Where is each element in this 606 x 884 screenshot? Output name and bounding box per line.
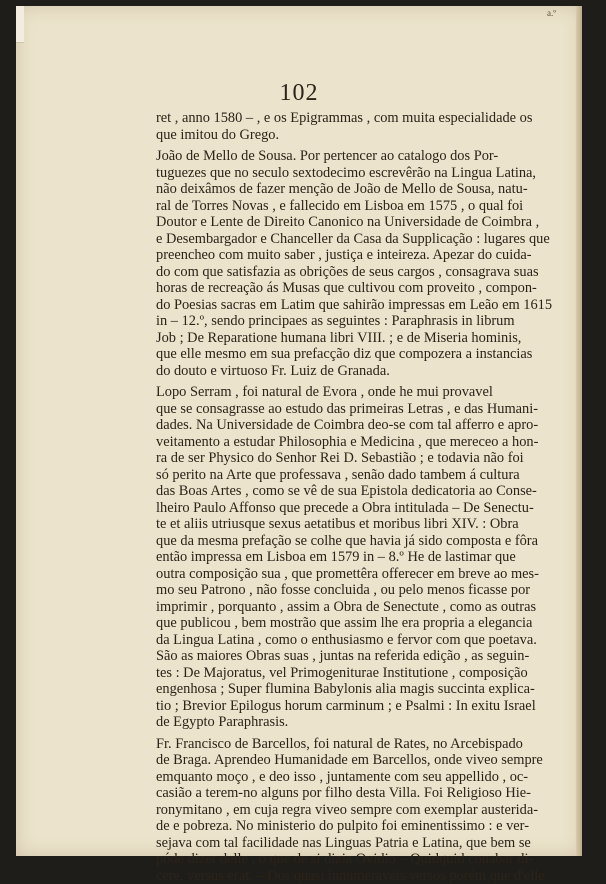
- text-line: que publicou , bem mostrão que assim lhe era propria a elegancia: [156, 615, 576, 632]
- text-line: só perito na Arte que professava , senão dado tambem á cultura: [156, 467, 576, 484]
- text-line: do douto e virtuoso Fr. Luiz de Granada.: [156, 363, 576, 380]
- text-line: Fr. Francisco de Barcellos, foi natural de Rates, no Arcebispado: [156, 736, 576, 753]
- text-line: engenhosa ; Super flumina Babylonis alia magis succinta explica-: [156, 681, 576, 698]
- text-line: casião a terem-no alguns por filho desta Villa. Foi Religioso Hie-: [156, 785, 576, 802]
- text-line: tuguezes que no seculo sextodecimo escrevêrão na Lingua Latina,: [156, 165, 576, 182]
- text-line: de Braga. Aprendeo Humanidade em Barcellos, onde viveo sempre: [156, 752, 576, 769]
- text-line: ral de Torres Novas , e fallecido em Lisboa em 1575 , o qual foi: [156, 198, 576, 215]
- text-line: do Poesias sacras em Latim que sahirão impressas em Leão em 1615: [156, 297, 576, 314]
- text-line: São as maiores Obras suas , juntas na referida edição , as seguin-: [156, 648, 576, 665]
- text-line: que elle mesmo em sua prefacção diz que compozera a instancias: [156, 346, 576, 363]
- text-line: então impressa em Lisboa em 1579 in – 8.º He de lastimar que: [156, 549, 576, 566]
- paragraph-3: [156, 384, 576, 731]
- body-text: [156, 110, 576, 884]
- page-number: 102: [16, 80, 582, 107]
- text-line: Job ; De Reparatione humana libri VIII. ; e de Miseria hominis,: [156, 330, 576, 347]
- text-line: que da mesma prefação se colhe que havia já sido composta e fôra: [156, 533, 576, 550]
- text-line: ronymitano , em cuja regra viveo sempre com exemplar austerida-: [156, 802, 576, 819]
- text-line: da Lingua Latina , como o enthusiasmo e fervor com que poetava.: [156, 632, 576, 649]
- text-line: mo seu Patrono , não fosse concluida , ou pelo menos ficasse por: [156, 582, 576, 599]
- corner-mark: a.º: [547, 8, 556, 18]
- text-line: imprimir , porquanto , assim a Obra de Senectute , como as outras: [156, 599, 576, 616]
- text-line: tes : De Majoratus, vel Primogeniturae Institutione , composição: [156, 665, 576, 682]
- text-line: póde dizer delle , o que de si dizia Ovidio – Quidquid conabar di-: [156, 851, 576, 868]
- text-line: João de Mello de Sousa. Por pertencer ao catalogo dos Por-: [156, 148, 576, 165]
- text-line: que se consagrasse ao estudo das primeiras Letras , e das Humani-: [156, 401, 576, 418]
- page-edge: [576, 6, 582, 856]
- text-line: do com que satisfazia as obrições de seus cargos , consagrava suas: [156, 264, 576, 281]
- text-line: in – 12.º, sendo principaes as seguintes : Paraphrasis in librum: [156, 313, 576, 330]
- text-line: ret , anno 1580 – , e os Epigrammas , com muita especialidade os: [156, 110, 576, 127]
- text-line: cere, versus erat. – Dos quasi innumeraveis versos porém que d'elle: [156, 868, 576, 884]
- text-line: preencheo com muito saber , justiça e inteireza. Apezar do cuida-: [156, 247, 576, 264]
- text-line: das Boas Artes , como se vê de sua Epistola dedicatoria ao Conse-: [156, 483, 576, 500]
- text-line: não deixâmos de fazer menção de João de Mello de Sousa, natu-: [156, 181, 576, 198]
- text-line: veitamento a estudar Philosophia e Medicina , que mereceo a hon-: [156, 434, 576, 451]
- page-corner-tab: [16, 6, 24, 43]
- text-line: e Desembargador e Chanceller da Casa da Supplicação : lugares que: [156, 231, 576, 248]
- text-line: que imitou do Grego.: [156, 127, 576, 144]
- text-line: te et aliis utriusque sexus aetatibus et moribus libri XIV. : Obra: [156, 516, 576, 533]
- text-line: tio ; Brevior Epilogus horum carminum ; e Psalmi : In exitu Israel: [156, 698, 576, 715]
- text-line: emquanto moço , e deo isso , juntamente com seu appellido , oc-: [156, 769, 576, 786]
- book-page: [16, 6, 582, 856]
- text-line: sejava com tal facilidade nas Linguas Patria e Latina, que bem se: [156, 835, 576, 852]
- text-line: ra de ser Physico do Senhor Rei D. Sebastião ; e todavia não foi: [156, 450, 576, 467]
- text-line: lheiro Paulo Affonso que precede a Obra intitulada – De Senectu-: [156, 500, 576, 517]
- text-line: dades. Na Universidade de Coimbra deo-se com tal afferro e apro-: [156, 417, 576, 434]
- text-line: outra composição sua , que promettêra offerecer em breve ao mes-: [156, 566, 576, 583]
- text-line: de Egypto Paraphrasis.: [156, 714, 576, 731]
- paragraph-4: [156, 736, 576, 884]
- paragraph-1: [156, 110, 576, 143]
- text-line: Doutor e Lente de Direito Canonico na Universidade de Coimbra ,: [156, 214, 576, 231]
- text-line: Lopo Serram , foi natural de Evora , onde he mui provavel: [156, 384, 576, 401]
- paragraph-2: [156, 148, 576, 379]
- text-line: horas de recreação ás Musas que cultivou com proveito , compon-: [156, 280, 576, 297]
- text-line: de e pobreza. No ministerio do pulpito foi eminentissimo : e ver-: [156, 818, 576, 835]
